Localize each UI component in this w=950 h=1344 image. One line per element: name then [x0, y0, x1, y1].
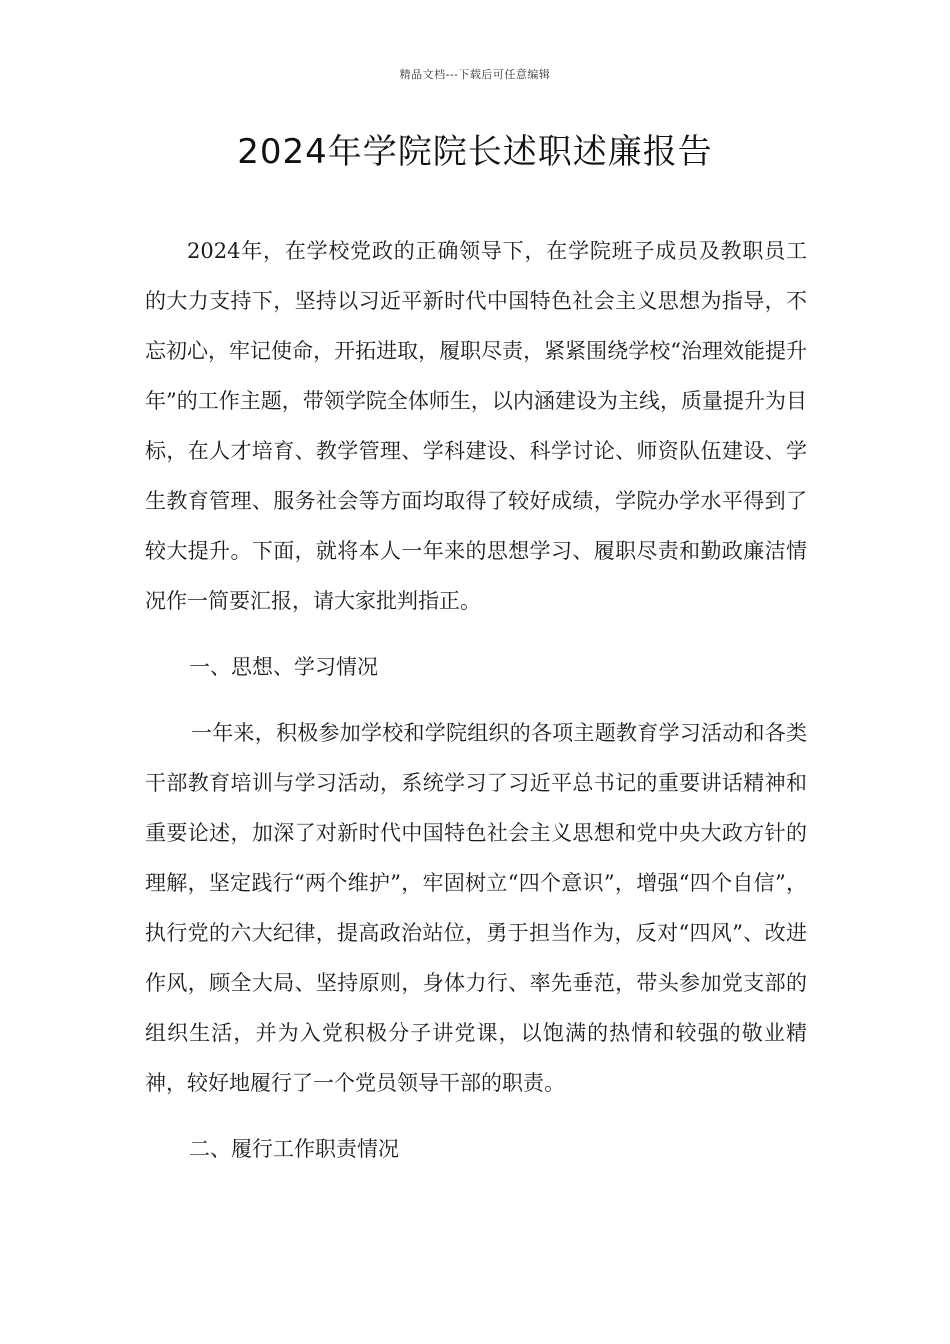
section-heading-1: 一、思想、学习情况 — [189, 655, 378, 679]
document-body — [145, 226, 807, 1190]
intro-paragraph: 2024年，在学校党政的正确领导下，在学院班子成员及教职员工的大力支持下，坚持以习近平新时代中国特色社会主义思想为指导，不忘初心，牢记使命，开拓进取，履职尽责，紧紧围绕学校“治理效能提升年”的工作主题，带领学院全体师生，以内涵建设为主线，质量提升为目标，在人才培育、教学管理、学科建设、科学讨论、师资队伍建设、学生教育管理、服务社会等方面均取得了较好成绩，学院办学水平得到了较大提升。下面，就将本人一年来的思想学习、履职尽责和勤政廉洁情况作一简要汇报，请大家批判指正。 — [145, 239, 807, 613]
document-title: 2024年学院院长述职述廉报告 — [237, 132, 713, 172]
section-1-paragraph: 一年来，积极参加学校和学院组织的各项主题教育学习活动和各类干部教育培训与学习活动，系统学习了习近平总书记的重要讲话精神和重要论述，加深了对新时代中国特色社会主义思想和党中央大政方针的理解，坚定践行“两个维护”，牢固树立“四个意识”，增强“四个自信”，执行党的六大纪律，提高政治站位，勇于担当作为，反对“四风”、改进作风，顾全大局、坚持原则，身体力行、率先垂范，带头参加党支部的组织生活，并为入党积极分子讲党课，以饱满的热情和较强的敬业精神，较好地履行了一个党员领导干部的职责。 — [145, 721, 807, 1095]
section-heading-2: 二、履行工作职责情况 — [189, 1137, 399, 1161]
header-note: 精品文档---下载后可任意编辑 — [399, 68, 551, 81]
